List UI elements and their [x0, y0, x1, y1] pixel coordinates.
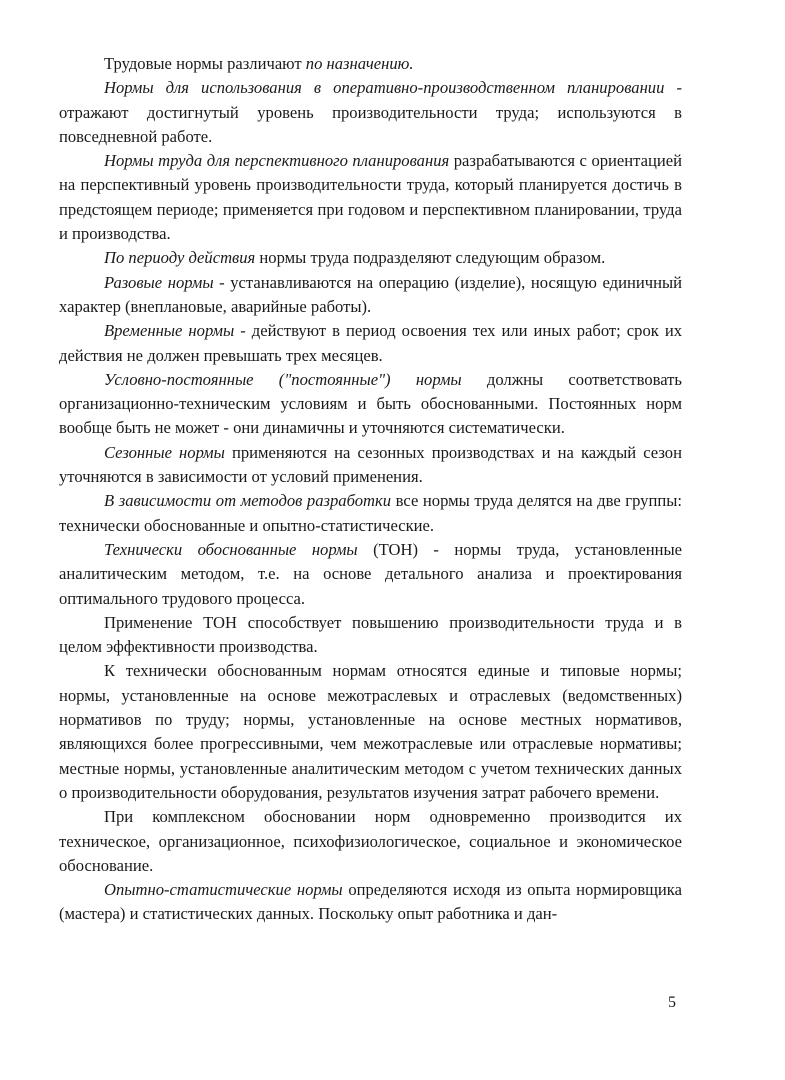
term-emphasis: Нормы для использования в оперативно-производственном планировании [104, 78, 665, 98]
paragraph-text: К технически обоснованным нормам относятся единые и типовые нормы; нормы, установленные на основе межотраслевых и отраслевых (ведомственных) нормативов по труду; нормы, установленные на основе местных нормативов, являющихся более прогрессивными, чем межотраслевые или отраслевые нормативы; местные нормы, установленные аналитическим методом с учетом технических данных о производительности оборудования, результатов изучения затрат рабочего времени. [59, 661, 682, 802]
paragraph-text: - устанавливаются на операцию (изделие), носящую единичный характер (внеплановые, аварийные работы). [59, 272, 683, 316]
term-emphasis: Условно-постоянные ("постоянные") нормы [104, 369, 462, 389]
paragraph [59, 76, 682, 149]
body-text [59, 52, 682, 927]
paragraph [59, 319, 682, 368]
paragraph [59, 271, 682, 320]
term-emphasis: Разовые нормы [104, 272, 214, 292]
paragraph-text: При комплексном обосновании норм одновременно производится их техническое, организационное, психофизиологическое, социальное и экономическое обоснование. [59, 807, 682, 875]
paragraph [59, 805, 682, 878]
paragraph-text: Трудовые нормы различают [104, 54, 306, 73]
page-number: 5 [668, 994, 676, 1011]
term-emphasis: Сезонные нормы [104, 442, 225, 462]
paragraph [59, 611, 682, 660]
paragraph-text: должны соответствовать организационно-техническим условиям и быть обоснованными. Постоянных норм вообще быть не может - они динамичны и уточняются систематически. [59, 369, 682, 438]
paragraph [59, 368, 682, 441]
paragraph [59, 878, 682, 927]
paragraph [59, 489, 682, 538]
document-page [59, 52, 683, 927]
paragraph-text: определяются исходя из опыта нормировщика (мастера) и статистических данных. Поскольку опыт работника и дан- [59, 880, 682, 924]
paragraph-text: применяются на сезонных производствах и на каждый сезон уточняются в зависимости от условий применения. [59, 442, 682, 487]
paragraph-text: разрабатываются с ориентацией на перспективный уровень производительности труда, который планируется достичь в предстоящем периоде; применяется при годовом и перспективном планировании, труда и производства. [59, 151, 682, 244]
paragraph-text: - отражают достигнутый уровень производительности труда; используются в повседневной работе. [59, 78, 682, 146]
paragraph-text: нормы труда подразделяют следующим образом. [255, 248, 606, 268]
paragraph-text: все нормы труда делятся на две группы: технически обоснованные и опытно-статистические. [59, 491, 682, 535]
paragraph [59, 538, 682, 611]
paragraph [59, 659, 682, 805]
paragraph [59, 52, 682, 76]
paragraph [59, 441, 682, 490]
emphasis: по назначению. [305, 54, 414, 73]
paragraph-text: (ТОН) - нормы труда, установленные аналитическим методом, т.е. на основе детального анализа и проектирования оптимального трудового процесса. [59, 539, 682, 608]
paragraph-text: - действуют в период освоения тех или иных работ; срок их действия не должен превышать трех месяцев. [59, 321, 682, 365]
paragraph [59, 149, 682, 246]
paragraph [59, 246, 682, 270]
paragraph-text: Применение ТОН способствует повышению производительности труда и в целом эффективности производства. [59, 612, 682, 657]
term-emphasis: В зависимости от методов разработки [104, 491, 392, 511]
term-emphasis: Опытно-статистические нормы [104, 880, 343, 900]
term-emphasis: По периоду действия [104, 248, 256, 268]
term-emphasis: Технически обоснованные нормы [104, 539, 358, 559]
term-emphasis: Нормы труда для перспективного планирования [104, 151, 450, 171]
term-emphasis: Временные нормы [104, 321, 235, 341]
